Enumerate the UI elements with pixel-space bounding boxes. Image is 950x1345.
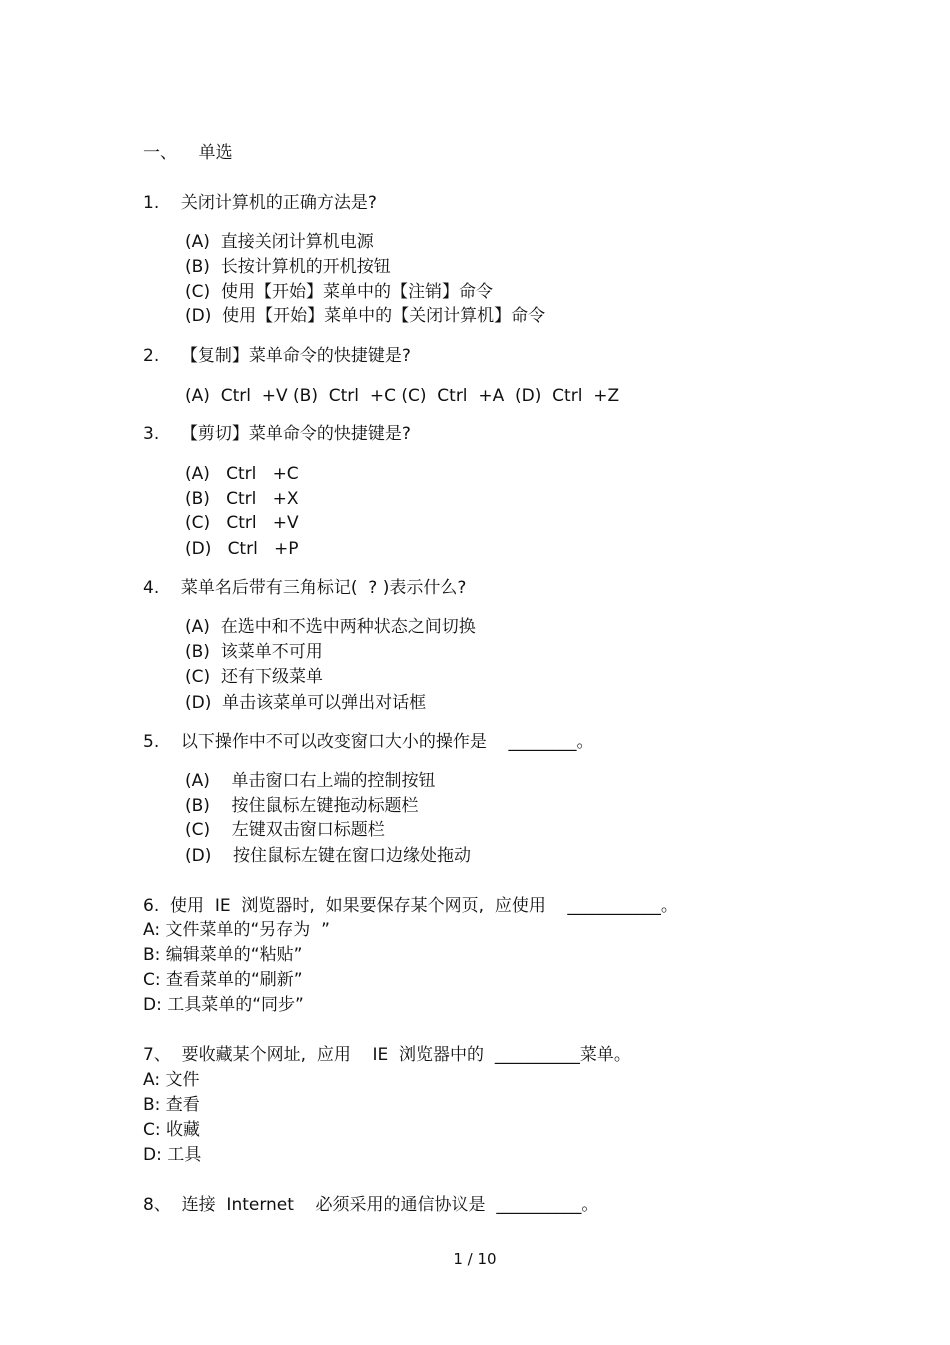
question-5-option-a: (A) 单击窗口右上端的控制按钮 [185,771,436,791]
question-4-option-c: (C) 还有下级菜单 [185,667,323,687]
question-1-option-d: (D) 使用【开始】菜单中的【关闭计算机】命令 [185,306,546,326]
question-5-option-c: (C) 左键双击窗口标题栏 [185,820,385,840]
question-1-stem: 1. 关闭计算机的正确方法是? [143,193,377,213]
question-7-option-c: C: 收藏 [143,1120,201,1140]
question-8-stem: 8、 连接 Internet 必须采用的通信协议是 __________。 [143,1195,599,1215]
question-6-option-b: B: 编辑菜单的“粘贴” [143,945,303,965]
question-2-options: (A) Ctrl +V (B) Ctrl +C (C) Ctrl +A (D) Ctrl +Z [185,386,620,406]
question-3-option-d: (D) Ctrl +P [185,539,299,559]
question-7-stem: 7、 要收藏某个网址, 应用 IE 浏览器中的 __________菜单。 [143,1045,631,1065]
question-3-stem: 3. 【剪切】菜单命令的快捷键是? [143,424,411,444]
question-3-option-a: (A) Ctrl +C [185,464,299,484]
question-4-option-a: (A) 在选中和不选中两种状态之间切换 [185,617,476,637]
question-1-option-a: (A) 直接关闭计算机电源 [185,232,374,252]
question-6-option-c: C: 查看菜单的“刷新” [143,970,303,990]
question-3-option-c: (C) Ctrl +V [185,513,299,533]
question-1-option-b: (B) 长按计算机的开机按钮 [185,257,391,277]
question-5-stem: 5. 以下操作中不可以改变窗口大小的操作是 ________。 [143,732,594,752]
question-2-stem: 2. 【复制】菜单命令的快捷键是? [143,346,411,366]
question-1-option-c: (C) 使用【开始】菜单中的【注销】命令 [185,282,493,302]
page-number: 1 / 10 [453,1250,497,1268]
question-5-option-b: (B) 按住鼠标左键拖动标题栏 [185,796,419,816]
question-7-option-d: D: 工具 [143,1145,202,1165]
question-7-option-a: A: 文件 [143,1070,200,1090]
question-7-option-b: B: 查看 [143,1095,200,1115]
question-5-option-d: (D) 按住鼠标左键在窗口边缘处拖动 [185,846,471,866]
section-title: 一、 单选 [143,143,233,163]
question-6-option-a: A: 文件菜单的“另存为 ” [143,920,330,940]
question-6-stem: 6. 使用 IE 浏览器时, 如果要保存某个网页, 应使用 ___________。 [143,896,678,916]
question-6-option-d: D: 工具菜单的“同步” [143,995,304,1015]
question-3-option-b: (B) Ctrl +X [185,489,299,509]
question-4-option-d: (D) 单击该菜单可以弹出对话框 [185,693,427,713]
question-4-stem: 4. 菜单名后带有三角标记( ? )表示什么? [143,578,467,598]
question-4-option-b: (B) 该菜单不可用 [185,642,323,662]
